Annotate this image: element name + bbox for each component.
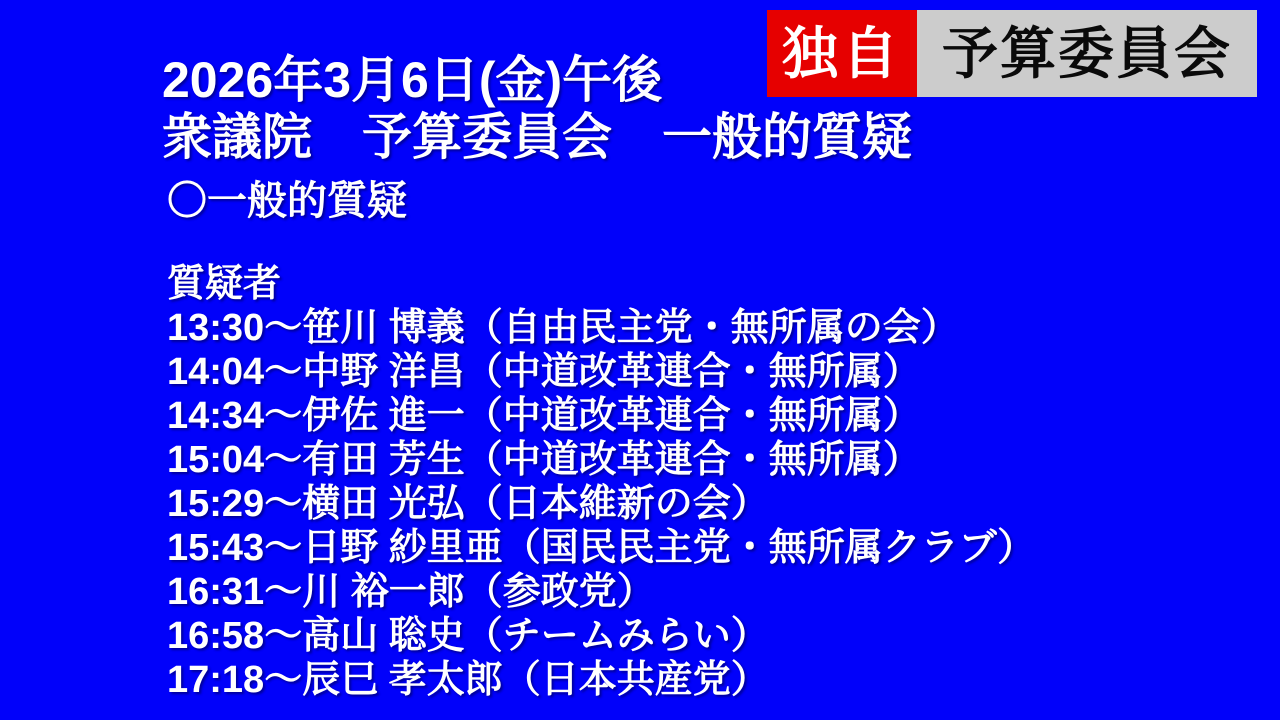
questioner-time: 13:30 xyxy=(167,307,265,349)
questioner-time: 14:04 xyxy=(167,351,265,393)
title-block xyxy=(162,52,912,166)
questioner-name: 辰巳 孝太郎 xyxy=(302,659,503,701)
questioner-time: 16:31 xyxy=(167,571,265,613)
questioner-time: 15:43 xyxy=(167,527,265,569)
time-separator: ～ xyxy=(264,395,303,437)
questioner-name: 有田 芳生 xyxy=(302,439,465,481)
questioner-list-label: 質疑者 xyxy=(167,263,282,305)
questioner-party: （日本維新の会） xyxy=(464,483,769,525)
questioner-row xyxy=(167,350,1035,394)
time-separator: ～ xyxy=(264,351,303,393)
questioner-party: （参政党） xyxy=(464,571,655,613)
time-separator: ～ xyxy=(264,307,303,349)
questioner-time: 14:34 xyxy=(167,395,265,437)
questioner-row xyxy=(167,526,1035,570)
questioner-name: 中野 洋昌 xyxy=(302,351,465,393)
questioner-name: 笹川 博義 xyxy=(302,307,465,349)
time-separator: ～ xyxy=(264,659,303,701)
time-separator: ～ xyxy=(264,483,303,525)
questioner-time: 17:18 xyxy=(167,659,265,701)
title-session-line: 衆議院 予算委員会 一般的質疑 xyxy=(162,109,912,165)
questioner-name: 川 裕一郎 xyxy=(302,571,465,613)
questioner-party: （国民民主党・無所属クラブ） xyxy=(502,527,1036,569)
questioner-row xyxy=(167,438,1035,482)
time-separator: ～ xyxy=(264,615,303,657)
questioner-party: （自由民主党・無所属の会） xyxy=(464,307,959,349)
questioner-party: （中道改革連合・無所属） xyxy=(464,439,921,481)
questioner-list xyxy=(167,262,1035,702)
exclusive-badge: 独自 xyxy=(767,10,917,97)
questioner-time: 16:58 xyxy=(167,615,265,657)
committee-badge: 予算委員会 xyxy=(917,10,1257,97)
questioner-party: （中道改革連合・無所属） xyxy=(464,395,921,437)
questioner-row xyxy=(167,570,1035,614)
title-date-line: 2026年3月6日(金)午後 xyxy=(162,52,663,108)
questioner-time: 15:29 xyxy=(167,483,265,525)
questioner-rows xyxy=(167,306,1035,702)
questioner-row xyxy=(167,658,1035,702)
questioner-row xyxy=(167,614,1035,658)
section-heading: 〇一般的質疑 xyxy=(167,179,407,223)
questioner-name: 高山 聡史 xyxy=(302,615,465,657)
questioner-name: 伊佐 進一 xyxy=(302,395,465,437)
questioner-time: 15:04 xyxy=(167,439,265,481)
time-separator: ～ xyxy=(264,439,303,481)
questioner-party: （チームみらい） xyxy=(464,615,769,657)
questioner-row xyxy=(167,394,1035,438)
time-separator: ～ xyxy=(264,571,303,613)
questioner-row xyxy=(167,306,1035,350)
time-separator: ～ xyxy=(264,527,303,569)
questioner-name: 横田 光弘 xyxy=(302,483,465,525)
questioner-party: （中道改革連合・無所属） xyxy=(464,351,921,393)
questioner-party: （日本共産党） xyxy=(502,659,769,701)
questioner-name: 日野 紗里亜 xyxy=(302,527,503,569)
questioner-row xyxy=(167,482,1035,526)
